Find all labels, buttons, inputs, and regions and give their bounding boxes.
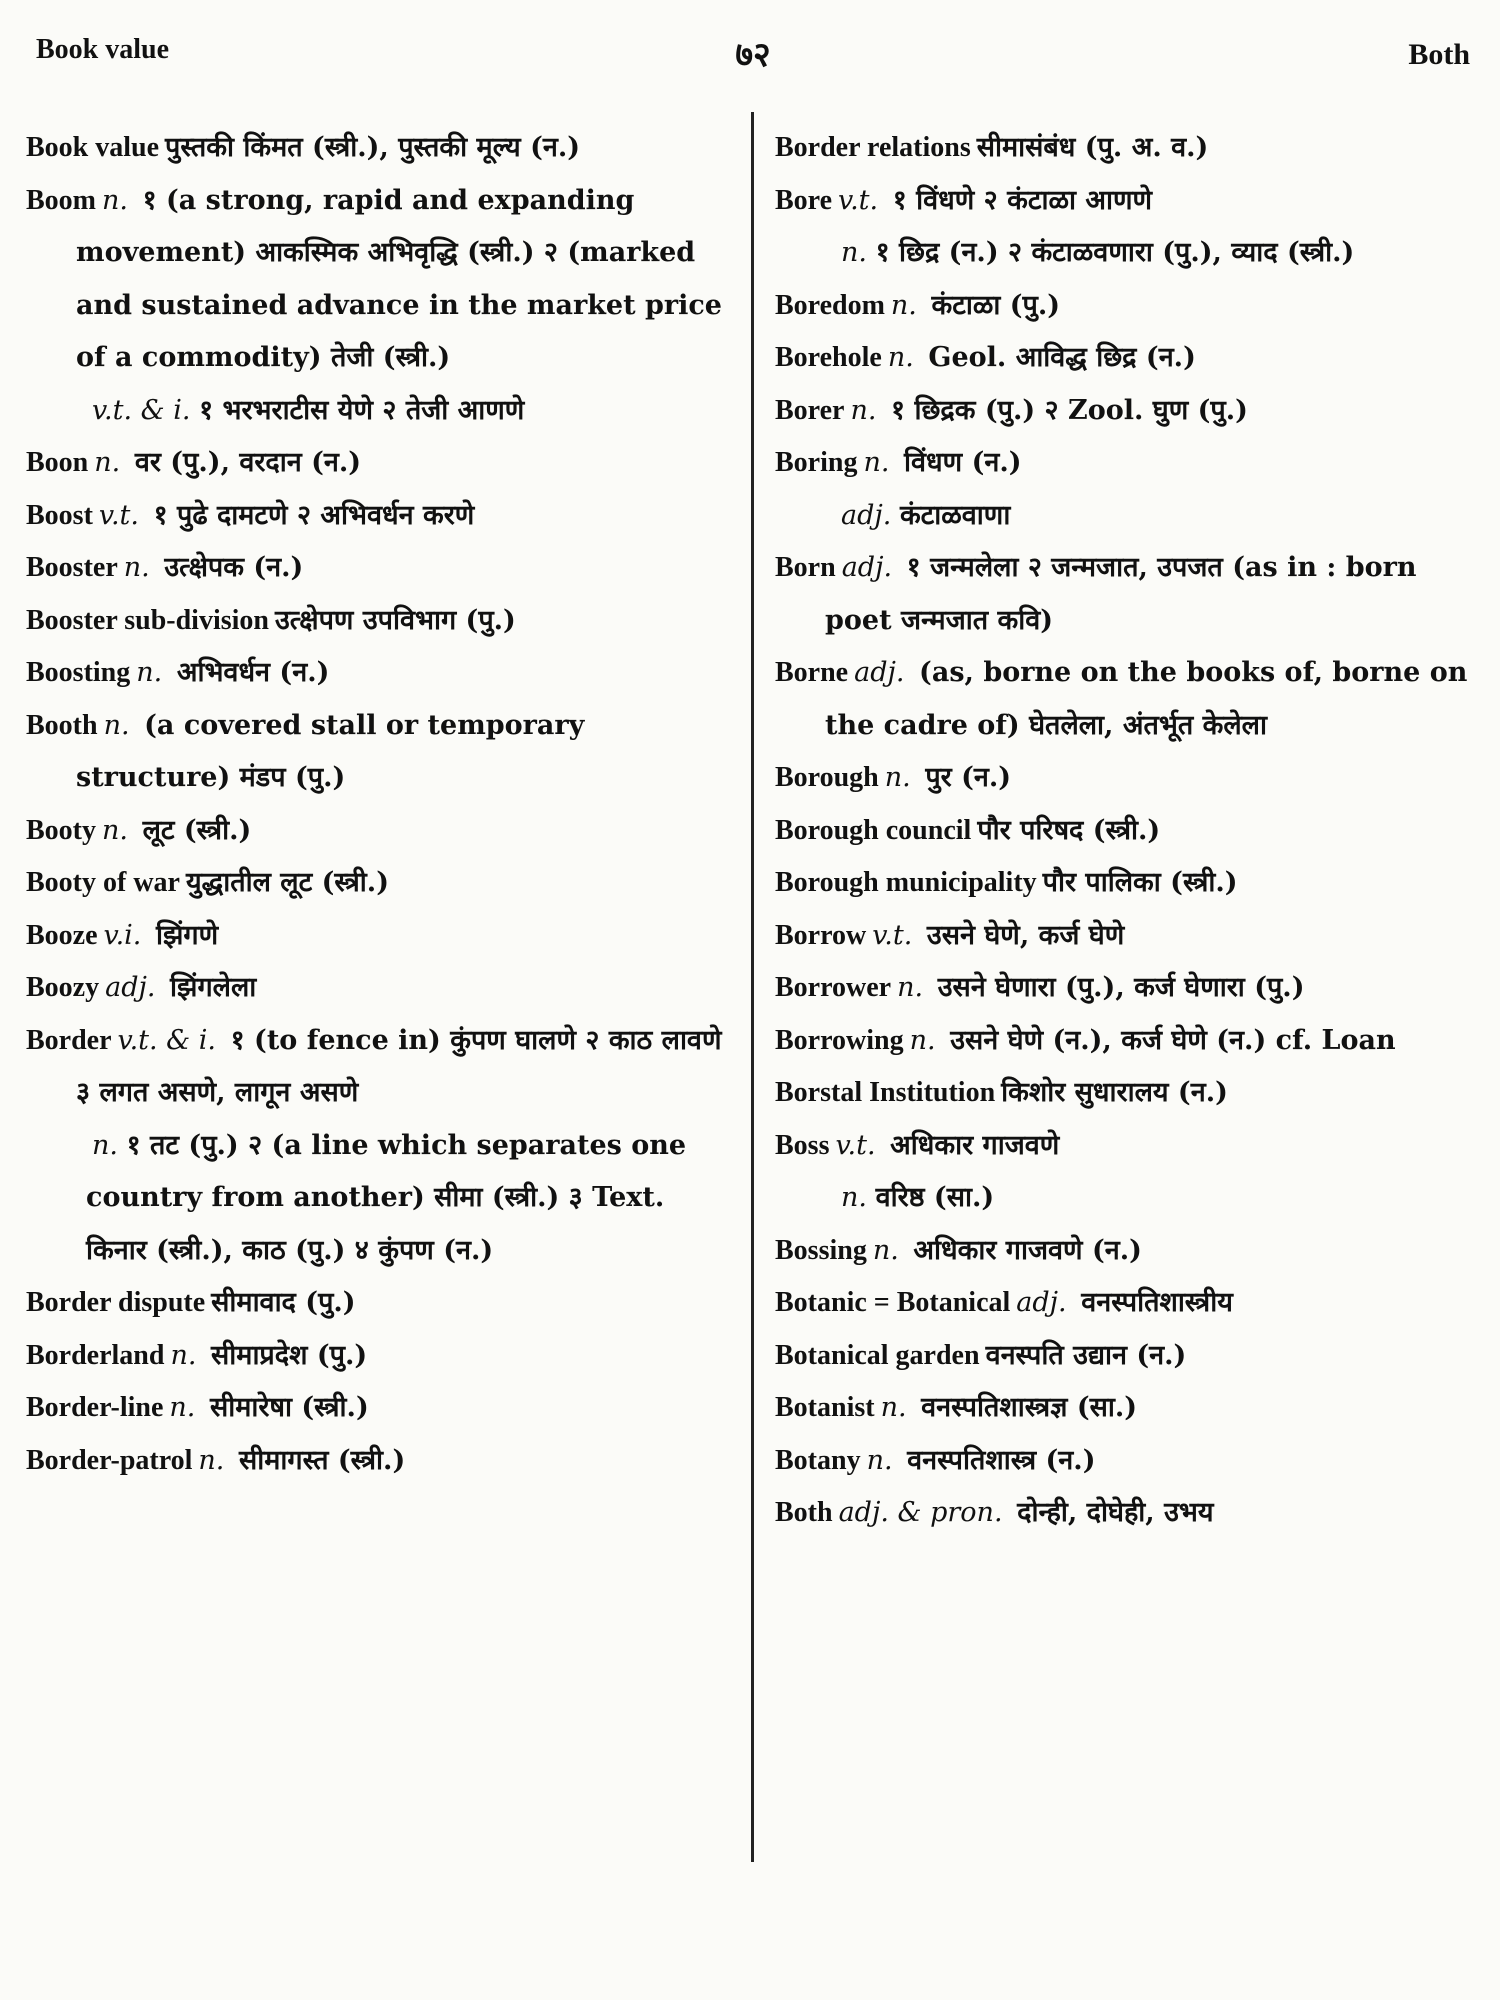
dictionary-entry [26,962,731,1015]
part-of-speech: n. [850,394,877,426]
part-of-speech: adj. [841,499,892,531]
part-of-speech: adj. [105,972,156,1003]
part-of-speech: v.t. & i. [92,394,191,426]
headword: Borstal Institution [775,1077,996,1108]
dictionary-entry [26,437,731,490]
column-divider [751,112,754,1862]
definition: पुर (न.) [925,762,1012,793]
definition: पौर पालिका (स्त्री.) [1042,867,1238,898]
running-head [36,30,1470,80]
dictionary-entry [775,857,1470,910]
part-of-speech: v.t. [98,499,139,531]
dictionary-entry [775,962,1470,1015]
definition: १ तट (पु.) २ (a line which separates one country from another) सीमा (स्त्री.) ३ Text. किनार (स्त्री.), काठ (पु.) ४ कुंपण (न.) [86,1129,687,1266]
dictionary-entry [775,175,1470,228]
dictionary-entry [775,752,1470,805]
part-of-speech: n. [872,1234,899,1266]
definition: १ भरभराटीस येणे २ तेजी आणणे [199,394,525,426]
definition: सीमारेषा (स्त्री.) [209,1392,369,1423]
part-of-speech: n. [198,1444,225,1476]
dictionary-entry [775,647,1470,752]
definition: अधिकार गाजवणे (न.) [913,1234,1142,1266]
definition: किशोर सुधारालय (न.) [1001,1077,1228,1108]
definition: उत्क्षेपण उपविभाग (पु.) [275,604,516,636]
left-column [26,122,731,1487]
dictionary-entry [26,542,731,595]
part-of-speech: n. [136,657,163,688]
dictionary-entry [775,1015,1470,1068]
headword: Bore [775,184,833,216]
headword: Borehole [775,342,882,373]
headword: Borough municipality [775,867,1037,898]
headword: Border-line [26,1392,164,1423]
headword: Botany [775,1444,861,1476]
part-of-speech: n. [884,762,911,793]
headword: Borough council [775,814,972,846]
page-number: ७२ [735,37,771,74]
sub-entry [26,1120,731,1278]
dictionary-entry [775,1120,1470,1173]
definition: अधिकार गाजवणे [890,1129,1060,1161]
part-of-speech: n. [103,709,130,741]
headword: Booty of war [26,867,180,898]
headword: Boring [775,447,858,478]
definition: पौर परिषद (स्त्री.) [977,814,1161,846]
definition: उत्क्षेपक (न.) [164,552,304,583]
headword: Boost [26,499,93,531]
sub-entry [26,385,731,438]
headword: Botanic = Botanical [775,1287,1011,1318]
sub-entry [775,227,1470,280]
headword: Booty [26,814,96,846]
definition: उसने घेणारा (पु.), कर्ज घेणारा (पु.) [937,972,1305,1003]
definition: दोन्ही, दोघेही, उभय [1017,1497,1214,1528]
part-of-speech: n. [123,552,150,583]
part-of-speech: v.i. [103,919,142,951]
headword: Boosting [26,657,131,688]
headword: Boredom [775,289,885,321]
dictionary-entry [26,1435,731,1488]
headword: Borderland [26,1339,165,1371]
headword: Borer [775,394,845,426]
part-of-speech: n. [170,1339,197,1371]
dictionary-entry [26,647,731,700]
part-of-speech: n. [92,1129,118,1161]
headword: Border [26,1024,112,1056]
part-of-speech: v.t. [872,919,913,951]
dictionary-entry [775,280,1470,333]
dictionary-entry [26,1382,731,1435]
dictionary-entry [775,1487,1470,1540]
dictionary-entry [26,1015,731,1120]
dictionary-entry [26,805,731,858]
right-column [775,122,1470,1540]
header-right-guideword: Both [1408,38,1470,71]
definition: १ (to fence in) कुंपण घालणे २ काठ लावणे ३ लगत असणे, लागून असणे [76,1024,722,1108]
headword: Botanical garden [775,1339,980,1371]
dictionary-entry [775,1382,1470,1435]
part-of-speech: n. [890,289,917,321]
definition: वर (पु.), वरदान (न.) [134,447,362,478]
dictionary-entry [775,385,1470,438]
part-of-speech: n. [909,1024,936,1056]
dictionary-entry [775,437,1470,490]
part-of-speech: n. [94,447,121,478]
dictionary-entry [775,1435,1470,1488]
headword: Both [775,1497,833,1528]
dictionary-entry [775,910,1470,963]
part-of-speech: n. [102,814,128,846]
part-of-speech: n. [863,447,890,478]
sub-entry [775,490,1470,543]
part-of-speech: n. [102,184,128,216]
part-of-speech: adj. & pron. [838,1497,1003,1528]
definition: सीमावाद (पु.) [211,1287,356,1318]
part-of-speech: v.t. [835,1129,876,1161]
part-of-speech: n. [841,237,867,268]
dictionary-entry [775,805,1470,858]
headword: Booze [26,919,98,951]
definition: झिंगणे [155,919,219,951]
headword: Booth [26,709,98,741]
definition: १ जन्मलेला २ जन्मजात, उपजत (as in : born poet जन्मजात कवि) [825,552,1417,636]
headword: Booster [26,552,118,583]
dictionary-entry [26,857,731,910]
definition: अभिवर्धन (न.) [176,657,330,688]
headword: Bossing [775,1234,867,1266]
dictionary-entry [775,122,1470,175]
dictionary-entry [26,122,731,175]
definition: झिंगलेला [170,972,257,1003]
definition: युद्धातील लूट (स्त्री.) [185,867,389,898]
headword: Border dispute [26,1287,206,1318]
headword: Borrowing [775,1024,904,1056]
headword: Boss [775,1129,830,1161]
part-of-speech: n. [880,1392,907,1423]
dictionary-entry [26,1277,731,1330]
dictionary-entry [775,1277,1470,1330]
definition: सीमासंबंध (पु. अ. व.) [976,132,1209,163]
definition: कंटाळवाणा [899,499,1011,531]
part-of-speech: adj. [854,657,905,688]
headword: Born [775,552,836,583]
dictionary-entry [775,542,1470,647]
definition: १ पुढे दामटणे २ अभिवर्धन करणे [153,499,475,531]
part-of-speech: n. [866,1444,893,1476]
definition: वनस्पतिशास्त्र (न.) [907,1444,1096,1476]
headword: Boom [26,184,96,216]
definition: पुस्तकी किंमत (स्त्री.), पुस्तकी मूल्य (न.) [165,132,581,163]
definition: विंधण (न.) [904,447,1022,478]
dictionary-entry [26,1330,731,1383]
part-of-speech: n. [887,342,914,373]
headword: Botanist [775,1392,875,1423]
headword: Border relations [775,132,971,163]
dictionary-entry [26,595,731,648]
definition: १ (a strong, rapid and expanding movement) आकस्मिक अभिवृद्धि (स्त्री.) २ (marked and sustained advance in the market price of a commodity) तेजी (स्त्री.) [76,184,722,373]
definition: सीमाप्रदेश (पु.) [211,1339,368,1371]
definition: १ विंधणे २ कंटाळा आणणे [892,184,1152,216]
sub-entry [775,1172,1470,1225]
headword: Borne [775,657,849,688]
definition: (as, borne on the books of, borne on the cadre of) घेतलेला, अंतर्भूत केलेला [825,657,1468,741]
definition: वनस्पति उद्यान (न.) [985,1339,1187,1371]
dictionary-entry [775,1225,1470,1278]
part-of-speech: n. [841,1182,867,1213]
dictionary-entry [26,910,731,963]
part-of-speech: n. [169,1392,196,1423]
dictionary-entry [775,1067,1470,1120]
headword: Borough [775,762,879,793]
dictionary-entry [26,175,731,385]
definition: वनस्पतिशास्त्रीय [1081,1287,1233,1318]
definition: १ छिद्र (न.) २ कंटाळवणारा (पु.), व्याद (स्त्री.) [875,237,1355,268]
definition: १ छिद्रक (पु.) २ Zool. घुण (पु.) [891,394,1248,426]
definition: (a covered stall or temporary structure) मंडप (पु.) [76,709,585,793]
definition: उसने घेणे, कर्ज घेणे [926,919,1125,951]
headword: Border-patrol [26,1444,193,1476]
headword: Borrower [775,972,892,1003]
part-of-speech: v.t. [838,184,879,216]
header-left-guideword: Book value [36,34,170,65]
definition: Geol. आविद्ध छिद्र (न.) [928,342,1196,373]
dictionary-entry [26,700,731,805]
part-of-speech: n. [897,972,924,1003]
definition: सीमागस्त (स्त्री.) [239,1444,406,1476]
dictionary-entry [775,1330,1470,1383]
headword: Book value [26,132,160,163]
headword: Boon [26,447,89,478]
headword: Booster sub-division [26,604,269,636]
dictionary-entry [26,490,731,543]
definition: उसने घेणे (न.), कर्ज घेणे (न.) cf. Loan [950,1024,1396,1056]
definition: लूट (स्त्री.) [142,814,252,846]
headword: Boozy [26,972,100,1003]
dictionary-entry [775,332,1470,385]
part-of-speech: adj. [841,552,893,583]
definition: वरिष्ठ (सा.) [875,1182,995,1213]
headword: Borrow [775,919,867,951]
definition: कंटाळा (पु.) [931,289,1061,321]
definition: वनस्पतिशास्त्रज्ञ (सा.) [921,1392,1138,1423]
part-of-speech: v.t. & i. [117,1024,217,1056]
part-of-speech: adj. [1016,1287,1067,1318]
